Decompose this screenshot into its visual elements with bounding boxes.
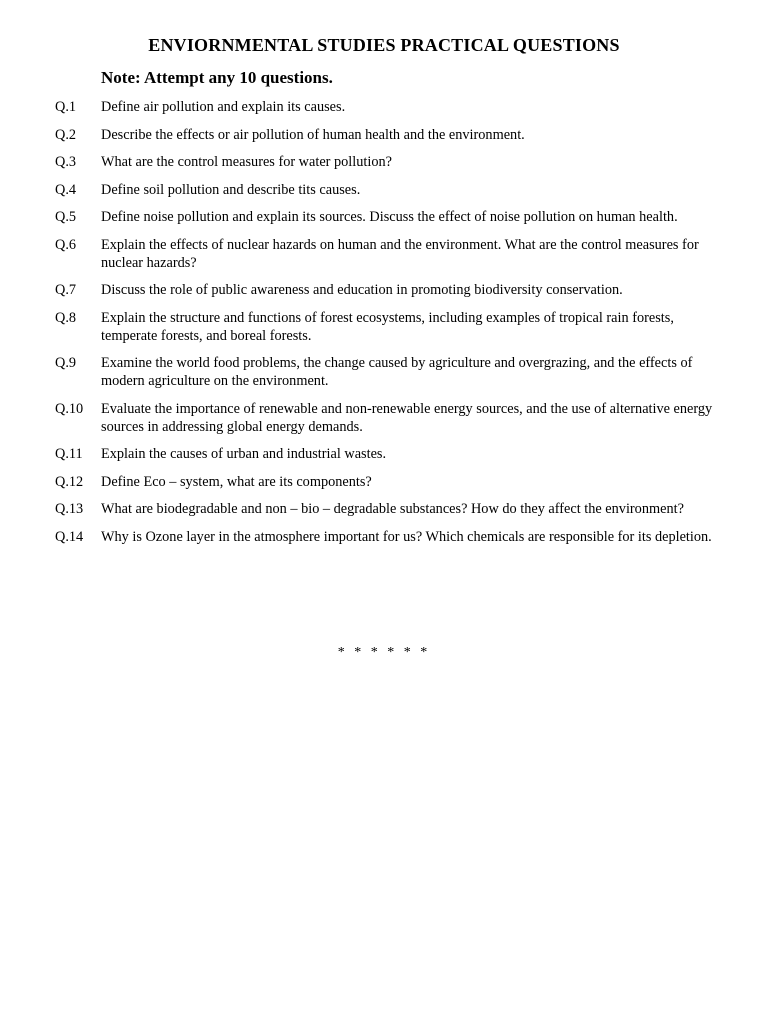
question-text: Describe the effects or air pollution of human health and the environment. — [101, 126, 525, 143]
question-item — [55, 98, 715, 116]
question-item — [55, 281, 715, 299]
question-number: Q.4 — [55, 181, 77, 198]
question-item — [55, 181, 715, 199]
question-text: Explain the causes of urban and industrial wastes. — [101, 446, 387, 462]
question-number: Q.8 — [55, 309, 77, 326]
question-text: Define air pollution and explain its causes. — [101, 99, 346, 115]
question-item — [55, 126, 715, 144]
question-item — [55, 153, 715, 171]
question-item — [55, 208, 715, 226]
question-text: Why is Ozone layer in the atmosphere important for us? Which chemicals are responsible for its depletion. — [101, 528, 712, 545]
question-item — [55, 473, 715, 491]
question-text: Examine the world food problems, the change caused by agriculture and overgrazing, and the effects of modern agriculture on the environment. — [101, 355, 693, 389]
question-item — [55, 400, 715, 436]
question-text: Define noise pollution and explain its sources. Discuss the effect of noise pollution on human health. — [101, 209, 678, 225]
question-number: Q.2 — [55, 126, 77, 143]
question-text: What are the control measures for water pollution? — [101, 154, 392, 170]
question-number: Q.12 — [55, 473, 84, 490]
question-text: Discuss the role of public awareness and education in promoting biodiversity conservation. — [101, 282, 623, 298]
question-number: Q.10 — [55, 400, 84, 417]
question-number: Q.13 — [55, 501, 84, 517]
question-text: Define Eco – system, what are its components? — [101, 473, 372, 490]
question-number: Q.3 — [55, 154, 77, 170]
question-item — [55, 445, 715, 463]
question-item — [55, 528, 715, 546]
question-number: Q.5 — [55, 209, 77, 225]
question-number: Q.1 — [55, 99, 77, 115]
question-list — [55, 98, 715, 555]
question-number: Q.14 — [55, 528, 84, 545]
document-title: ENVIORNMENTAL STUDIES PRACTICAL QUESTIONS — [148, 35, 620, 55]
question-text: Explain the structure and functions of forest ecosystems, including examples of tropical rain forests, temperate forests, and boreal forests. — [101, 309, 674, 344]
question-number: Q.11 — [55, 446, 83, 462]
question-text: Explain the effects of nuclear hazards on human and the environment. What are the control measures for nuclear hazards? — [101, 236, 699, 271]
question-item — [55, 500, 715, 518]
question-item — [55, 354, 715, 390]
question-text: Define soil pollution and describe tits causes. — [101, 181, 361, 198]
question-item — [55, 309, 715, 345]
question-text: Evaluate the importance of renewable and non-renewable energy sources, and the use of alternative energy sources in addressing global energy demands. — [101, 400, 713, 435]
instruction-note: Note: Attempt any 10 questions. — [101, 68, 333, 87]
question-item — [55, 236, 715, 272]
end-of-document-mark: * * * * * * — [337, 645, 431, 660]
question-number: Q.6 — [55, 236, 77, 253]
question-number: Q.7 — [55, 282, 77, 298]
question-text: What are biodegradable and non – bio – degradable substances? How do they affect the environment? — [101, 501, 684, 517]
question-number: Q.9 — [55, 355, 77, 371]
